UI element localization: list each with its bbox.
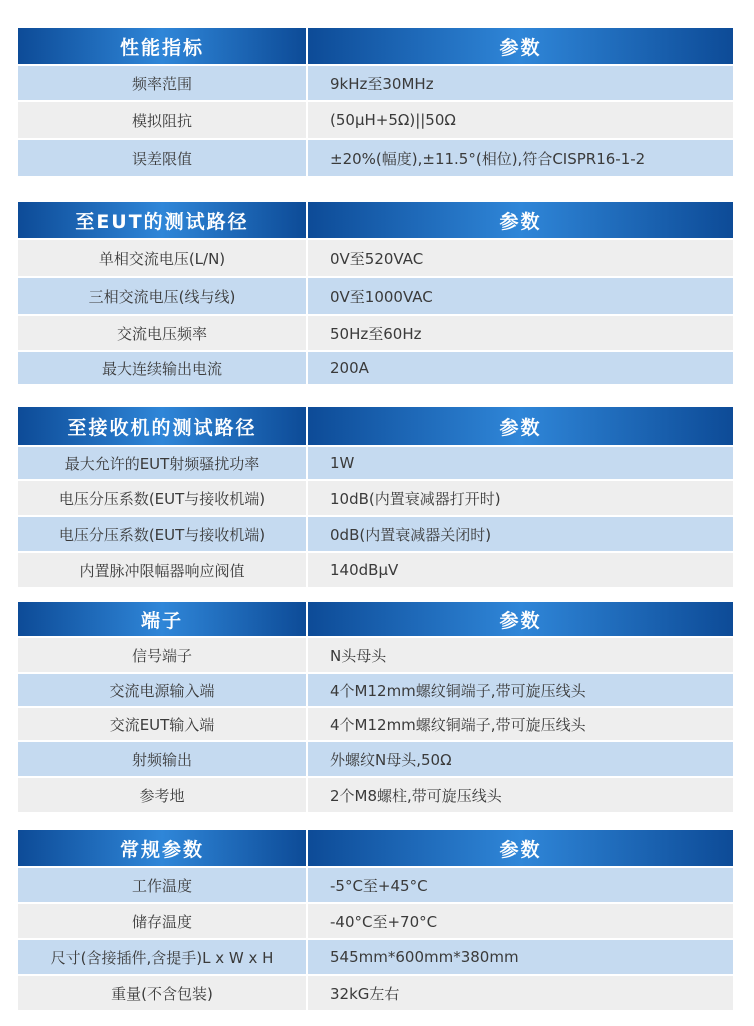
table-row (18, 481, 733, 515)
table-row (18, 66, 733, 100)
row-label: 重量(不含包装) (18, 976, 306, 1010)
row-label: 误差限值 (18, 140, 306, 176)
table-row (18, 940, 733, 974)
row-label: 尺寸(含接插件,含提手)L x W x H (18, 940, 306, 974)
param-header: 参数 (308, 830, 733, 866)
section-title: 端子 (18, 602, 306, 636)
table-row (18, 742, 733, 776)
row-value: 0V至520VAC (308, 240, 733, 276)
row-label: 单相交流电压(L/N) (18, 240, 306, 276)
row-label: 模拟阻抗 (18, 102, 306, 138)
row-value: 32kG左右 (308, 976, 733, 1010)
table-row (18, 240, 733, 276)
table-row (18, 102, 733, 138)
row-value: -40°C至+70°C (308, 904, 733, 938)
table-row (18, 553, 733, 587)
table-row (18, 868, 733, 902)
row-label: 交流电源输入端 (18, 674, 306, 706)
table-header (18, 28, 733, 64)
receiver-test-path-table (18, 407, 733, 587)
param-header: 参数 (308, 407, 733, 445)
table-row (18, 674, 733, 706)
row-value: 50Hz至60Hz (308, 316, 733, 350)
row-label: 参考地 (18, 778, 306, 812)
table-row (18, 352, 733, 384)
general-params-table (18, 830, 733, 1010)
row-value: 10dB(内置衰减器打开时) (308, 481, 733, 515)
row-value: N头母头 (308, 638, 733, 672)
row-value: 0V至1000VAC (308, 278, 733, 314)
section-title: 至EUT的测试路径 (18, 202, 306, 238)
param-header: 参数 (308, 28, 733, 64)
table-header (18, 407, 733, 445)
table-row (18, 708, 733, 740)
row-value: ±20%(幅度),±11.5°(相位),符合CISPR16-1-2 (308, 140, 733, 176)
section-title: 常规参数 (18, 830, 306, 866)
table-row (18, 778, 733, 812)
table-header (18, 202, 733, 238)
row-value: -5°C至+45°C (308, 868, 733, 902)
table-row (18, 517, 733, 551)
row-value: 4个M12mm螺纹铜端子,带可旋压线头 (308, 674, 733, 706)
table-row (18, 140, 733, 176)
table-row (18, 447, 733, 479)
row-label: 最大允许的EUT射频骚扰功率 (18, 447, 306, 479)
row-value: 外螺纹N母头,50Ω (308, 742, 733, 776)
table-header (18, 830, 733, 866)
row-value: 545mm*600mm*380mm (308, 940, 733, 974)
section-title: 性能指标 (18, 28, 306, 64)
row-label: 内置脉冲限幅器响应阀值 (18, 553, 306, 587)
table-header (18, 602, 733, 636)
row-value: (50μH+5Ω)||50Ω (308, 102, 733, 138)
row-value: 0dB(内置衰减器关闭时) (308, 517, 733, 551)
param-header: 参数 (308, 202, 733, 238)
row-label: 工作温度 (18, 868, 306, 902)
performance-spec-table (18, 28, 733, 176)
row-value: 9kHz至30MHz (308, 66, 733, 100)
row-label: 电压分压系数(EUT与接收机端) (18, 481, 306, 515)
row-label: 电压分压系数(EUT与接收机端) (18, 517, 306, 551)
row-value: 4个M12mm螺纹铜端子,带可旋压线头 (308, 708, 733, 740)
eut-test-path-table (18, 202, 733, 384)
row-label: 射频输出 (18, 742, 306, 776)
param-header: 参数 (308, 602, 733, 636)
row-label: 交流电压频率 (18, 316, 306, 350)
terminals-table (18, 602, 733, 812)
table-row (18, 904, 733, 938)
row-value: 2个M8螺柱,带可旋压线头 (308, 778, 733, 812)
table-row (18, 278, 733, 314)
row-label: 交流EUT输入端 (18, 708, 306, 740)
row-label: 最大连续输出电流 (18, 352, 306, 384)
row-value: 140dBμV (308, 553, 733, 587)
row-label: 三相交流电压(线与线) (18, 278, 306, 314)
table-row (18, 976, 733, 1010)
section-title: 至接收机的测试路径 (18, 407, 306, 445)
table-row (18, 638, 733, 672)
row-label: 频率范围 (18, 66, 306, 100)
row-label: 信号端子 (18, 638, 306, 672)
row-label: 储存温度 (18, 904, 306, 938)
row-value: 200A (308, 352, 733, 384)
table-row (18, 316, 733, 350)
row-value: 1W (308, 447, 733, 479)
